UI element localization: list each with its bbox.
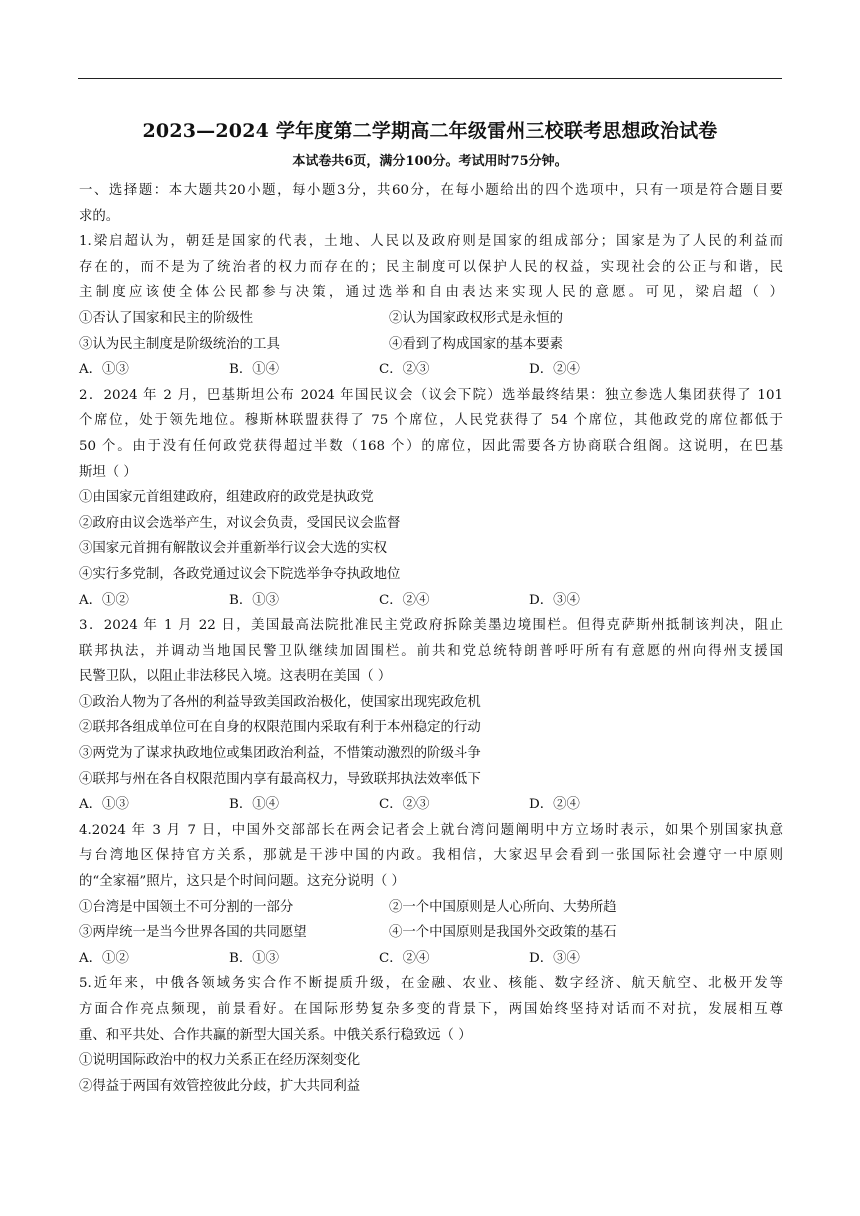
statement-item: ②得益于两国有效管控彼此分歧，扩大共同利益 xyxy=(79,1078,361,1094)
statement-item: ①否认了国家和民主的阶级性 xyxy=(79,310,254,326)
answer-option-d: D．③④ xyxy=(529,592,580,608)
answer-options xyxy=(79,792,783,818)
statement-item: ③两岸统一是当今世界各国的共同愿望 xyxy=(79,925,307,941)
question-text-line: 民警卫队，以阻止非法移民入境。这表明在美国（ ） xyxy=(79,669,392,685)
answer-option-a: A．①② xyxy=(79,950,129,966)
answer-option-d: D．③④ xyxy=(529,950,580,966)
question-text-line: 个席位，处于领先地位。穆斯林联盟获得了 75 个席位，人民党获得了 54 个席位，其他政党的席位都低于 xyxy=(79,413,783,429)
answer-option-d: D．②④ xyxy=(529,362,580,378)
statement-item: ④一个中国原则是我国外交政策的基石 xyxy=(389,925,617,941)
question-5 xyxy=(79,971,783,1099)
answer-options xyxy=(79,946,783,972)
answer-option-c: C．②④ xyxy=(379,592,430,608)
answer-option-c: C．②③ xyxy=(379,797,430,813)
answer-option-a: A．①③ xyxy=(79,797,129,813)
question-text-line: 斯坦（ ） xyxy=(79,464,137,480)
exam-content xyxy=(79,178,783,1099)
answer-option-b: B．①③ xyxy=(229,592,280,608)
exam-subtitle: 本试卷共6页，满分100分。考试用时75分钟。 xyxy=(292,154,568,169)
answer-option-b: B．①④ xyxy=(229,797,280,813)
statement-item: ②政府由议会选举产生，对议会负责，受国民议会监督 xyxy=(79,515,401,531)
question-text-line: 重、和平共处、合作共赢的新型大国关系。中俄关系行稳致远（ ） xyxy=(79,1027,472,1043)
section-instruction-line: 求的。 xyxy=(79,208,120,224)
answer-option-b: B．①④ xyxy=(229,362,280,378)
question-3 xyxy=(79,613,783,818)
statement-row xyxy=(79,920,783,946)
question-2 xyxy=(79,383,783,613)
answer-option-a: A．①② xyxy=(79,592,129,608)
question-text-line: 1.梁启超认为，朝廷是国家的代表，土地、人民以及政府则是国家的组成部分；国家是为了人民的利益而 xyxy=(79,234,783,250)
question-text-line: 3．2024 年 1 月 22 日，美国最高法院批准民主党政府拆除美墨边境围栏。但得克萨斯州抵制该判决，阻止 xyxy=(79,618,783,634)
question-text-line: 存在的，而不是为了统治者的权力而存在的；民主制度可以保护人民的权益，实现社会的公正与和谐，民 xyxy=(79,259,783,275)
answer-option-c: C．②④ xyxy=(379,950,430,966)
question-text-line: 的“全家福”照片，这只是个时间问题。这充分说明（ ） xyxy=(79,874,405,890)
question-text-line: 联邦执法，并调动当地国民警卫队继续加固围栏。前共和党总统特朗普呼吁所有有意愿的州向得州支援国 xyxy=(79,643,783,659)
statement-item: ①政治人物为了各州的利益导致美国政治极化，使国家出现宪政危机 xyxy=(79,694,481,710)
question-text-line: 5.近年来，中俄各领域务实合作不断提质升级，在金融、农业、核能、数字经济、航天航空、北极开发等 xyxy=(79,976,783,992)
statement-item: ①由国家元首组建政府，组建政府的政党是执政党 xyxy=(79,490,374,506)
statement-row xyxy=(79,895,783,921)
answer-options xyxy=(79,588,783,614)
answer-option-a: A．①③ xyxy=(79,362,129,378)
statement-item: ④实行多党制，各政党通过议会下院选举争夺执政地位 xyxy=(79,566,401,582)
statement-item: ③国家元首拥有解散议会并重新举行议会大选的实权 xyxy=(79,541,387,557)
statement-item: ④看到了构成国家的基本要素 xyxy=(389,336,564,352)
statement-item: ②联邦各组成单位可在自身的权限范围内采取有利于本州稳定的行动 xyxy=(79,720,481,736)
question-text-line: 方面合作亮点频现，前景看好。在国际形势复杂多变的背景下，两国始终坚持对话而不对抗，发展相互尊 xyxy=(79,1002,783,1017)
question-4 xyxy=(79,818,783,972)
statement-item: ②一个中国原则是人心所向、大势所趋 xyxy=(389,899,617,915)
question-text-line: 主制度应该使全体公民都参与决策，通过选举和自由表达来实现人民的意愿。可见，梁启超（ ） xyxy=(79,285,783,301)
question-text-line: 与台湾地区保持官方关系，那就是干涉中国的内政。我相信，大家迟早会看到一张国际社会遵守一中原则 xyxy=(79,848,783,864)
question-text-line: 4.2024 年 3 月 7 日，中国外交部部长在两会记者会上就台湾问题阐明中方立场时表示，如果个别国家执意 xyxy=(79,822,783,838)
question-text-line: 50 个。由于没有任何政党获得超过半数（168 个）的席位，因此需要各方协商联合组阁。这说明，在巴基 xyxy=(79,438,783,454)
statement-item: ④联邦与州在各自权限范围内享有最高权力，导致联邦执法效率低下 xyxy=(79,771,481,787)
question-text-line: 2．2024 年 2 月，巴基斯坦公布 2024 年国民议会（议会下院）选举最终结果：独立参选人集团获得了 101 xyxy=(79,387,783,403)
statement-item: ①台湾是中国领土不可分割的一部分 xyxy=(79,899,294,915)
answer-option-d: D．②④ xyxy=(529,797,580,813)
question-1 xyxy=(79,229,783,383)
statement-item: ②认为国家政权形式是永恒的 xyxy=(389,310,564,326)
statement-item: ①说明国际政治中的权力关系正在经历深刻变化 xyxy=(79,1053,361,1069)
answer-options xyxy=(79,357,783,383)
answer-option-b: B．①③ xyxy=(229,950,280,966)
header-rule xyxy=(78,78,782,79)
statement-row xyxy=(79,332,783,358)
statement-item: ③认为民主制度是阶级统治的工具 xyxy=(79,336,280,352)
section-instruction-line: 一、选择题：本大题共20小题，每小题3分，共60分，在每小题给出的四个选项中，只有一项是符合题目要 xyxy=(79,183,783,198)
answer-option-c: C．②③ xyxy=(379,362,430,378)
statement-item: ③两党为了谋求执政地位或集团政治利益，不惜策动激烈的阶级斗争 xyxy=(79,746,481,762)
exam-title: 2023—2024 学年度第二学期高二年级雷州三校联考思想政治试卷 xyxy=(142,120,718,142)
statement-row xyxy=(79,306,783,332)
